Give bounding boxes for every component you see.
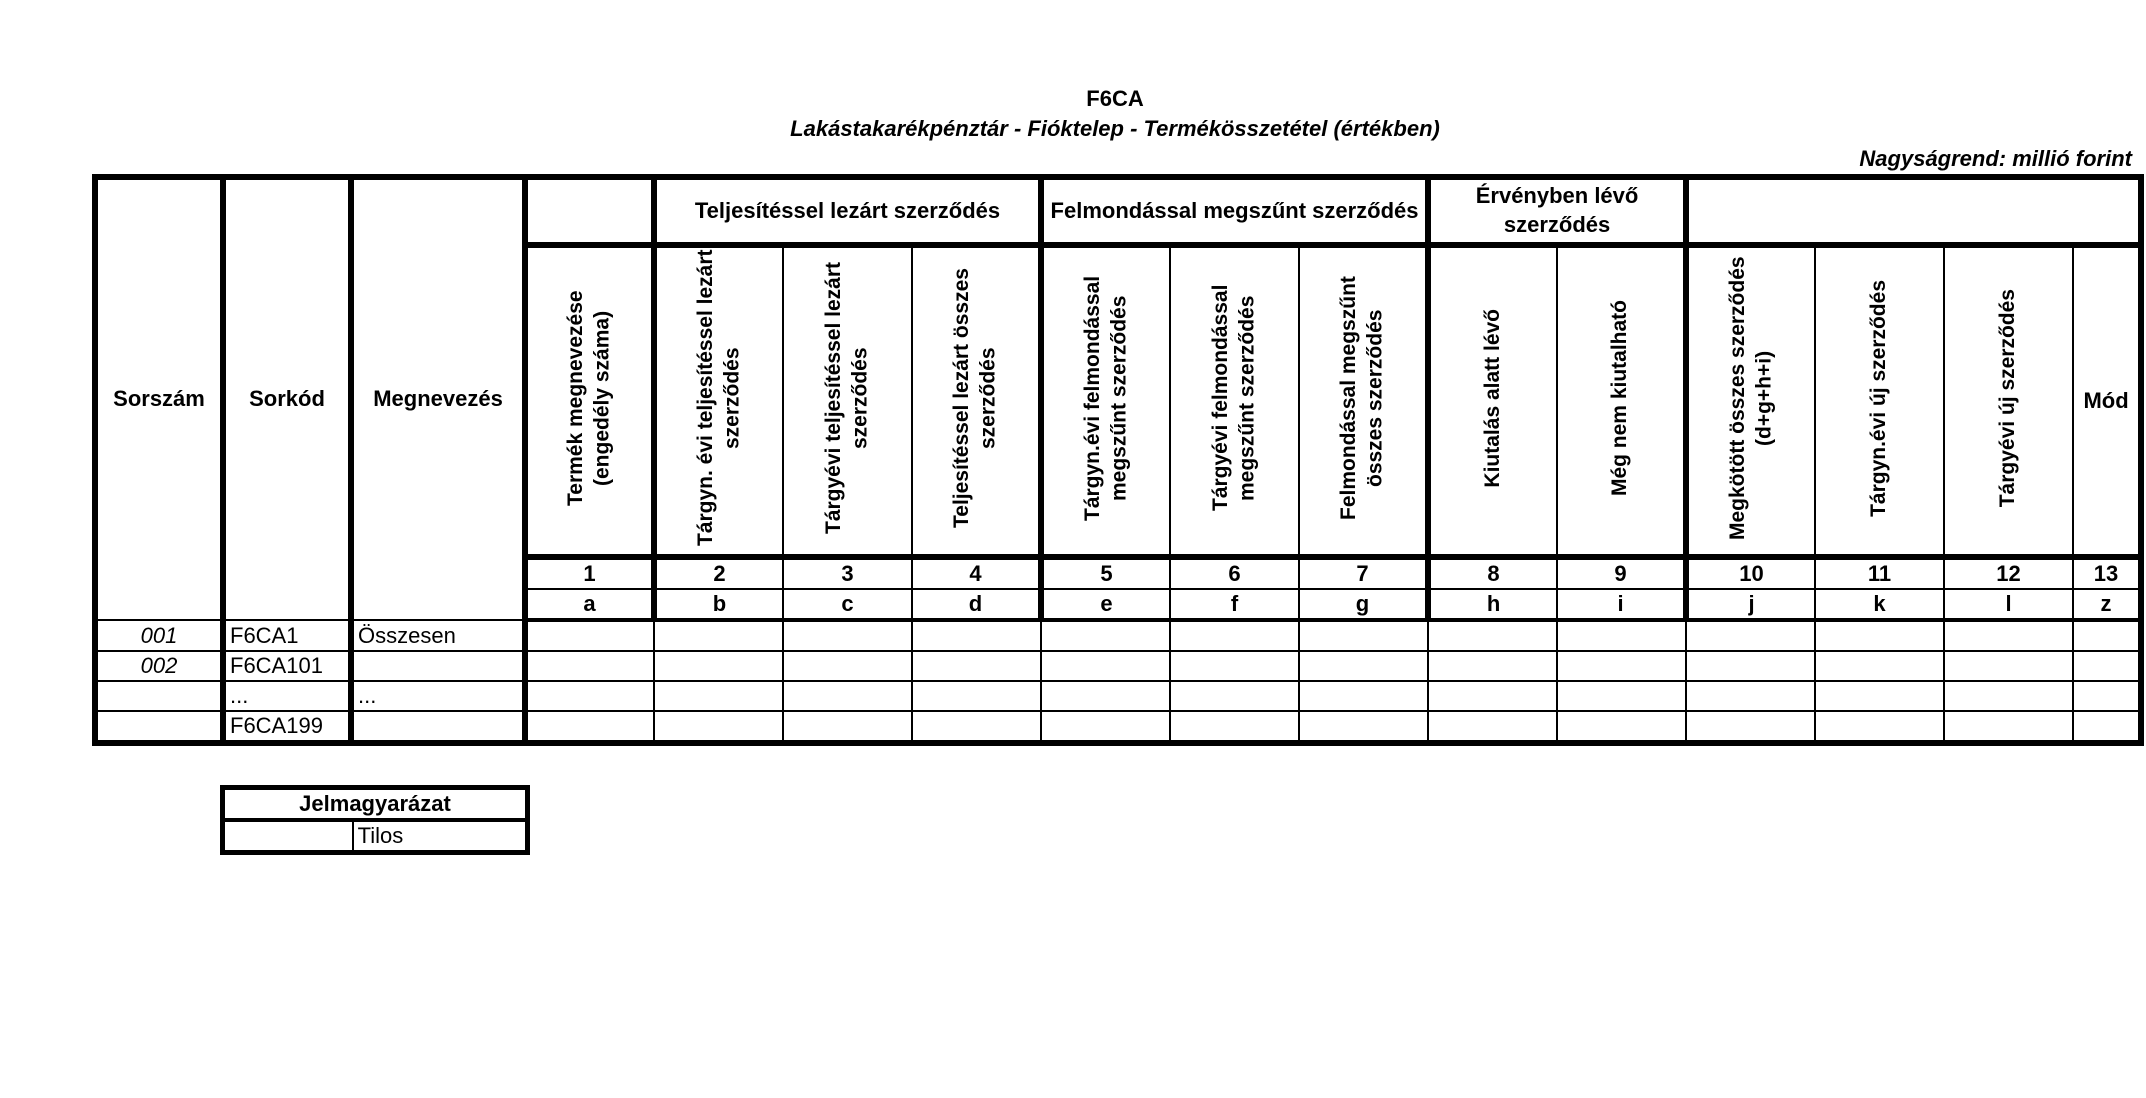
col-num-11: 11: [1815, 557, 1944, 589]
cell-f[interactable]: [1170, 711, 1299, 743]
cell-z[interactable]: [2073, 681, 2141, 711]
cell-z[interactable]: [2073, 651, 2141, 681]
cell-b[interactable]: [654, 681, 783, 711]
cell-h[interactable]: [1428, 620, 1557, 651]
cell-d[interactable]: [912, 711, 1041, 743]
group-teljesites: Teljesítéssel lezárt szerződés: [654, 177, 1041, 245]
col-num-3: 3: [783, 557, 912, 589]
cell-e[interactable]: [1041, 681, 1170, 711]
group-felmondas: Felmondással megszűnt szerződés: [1041, 177, 1428, 245]
cell-z[interactable]: [2073, 620, 2141, 651]
col-header-e: Tárgyn.évi felmondással megszűnt szerződés: [1041, 245, 1170, 557]
col-letter-z: z: [2073, 589, 2141, 620]
header-sorszam: Sorszám: [95, 177, 223, 620]
group-empty-a: [525, 177, 654, 245]
col-num-6: 6: [1170, 557, 1299, 589]
col-header-c: Tárgyévi teljesítéssel lezárt szerződés: [783, 245, 912, 557]
col-header-f: Tárgyévi felmondással megszűnt szerződés: [1170, 245, 1299, 557]
col-header-k: Tárgyn.évi új szerződés: [1815, 245, 1944, 557]
row-megnevezes: ...: [351, 681, 525, 711]
cell-d[interactable]: [912, 620, 1041, 651]
cell-i[interactable]: [1557, 681, 1686, 711]
cell-b[interactable]: [654, 651, 783, 681]
col-letter-d: d: [912, 589, 1041, 620]
table-row: [95, 711, 2141, 743]
row-sorszam: 001: [95, 620, 223, 651]
cell-f[interactable]: [1170, 651, 1299, 681]
cell-h[interactable]: [1428, 681, 1557, 711]
cell-g[interactable]: [1299, 681, 1428, 711]
cell-g[interactable]: [1299, 620, 1428, 651]
cell-b[interactable]: [654, 711, 783, 743]
col-num-8: 8: [1428, 557, 1557, 589]
cell-a[interactable]: [525, 681, 654, 711]
row-sorkod: F6CA1: [223, 620, 351, 651]
cell-i[interactable]: [1557, 651, 1686, 681]
legend-title: Jelmagyarázat: [223, 788, 528, 821]
col-letter-j: j: [1686, 589, 1815, 620]
col-num-12: 12: [1944, 557, 2073, 589]
row-sorszam: [95, 711, 223, 743]
col-header-g: Felmondással megszűnt összes szerződés: [1299, 245, 1428, 557]
table-row: [95, 620, 2141, 651]
table-row: [95, 681, 2141, 711]
cell-c[interactable]: [783, 620, 912, 651]
cell-d[interactable]: [912, 681, 1041, 711]
cell-g[interactable]: [1299, 651, 1428, 681]
col-letter-l: l: [1944, 589, 2073, 620]
cell-l[interactable]: [1944, 681, 2073, 711]
col-letter-f: f: [1170, 589, 1299, 620]
legend-swatch: [223, 820, 353, 853]
cell-j[interactable]: [1686, 620, 1815, 651]
row-sorkod: ...: [223, 681, 351, 711]
row-sorkod: F6CA101: [223, 651, 351, 681]
cell-g[interactable]: [1299, 711, 1428, 743]
report-code: F6CA: [1086, 86, 1144, 111]
cell-f[interactable]: [1170, 681, 1299, 711]
col-header-i: Még nem kiutalható: [1557, 245, 1686, 557]
col-header-a: Termék megnevezése (engedély száma): [525, 245, 654, 557]
cell-c[interactable]: [783, 651, 912, 681]
cell-e[interactable]: [1041, 620, 1170, 651]
cell-k[interactable]: [1815, 620, 1944, 651]
col-header-h: Kiutalás alatt lévő: [1428, 245, 1557, 557]
col-num-2: 2: [654, 557, 783, 589]
col-letter-h: h: [1428, 589, 1557, 620]
header-sorkod: Sorkód: [223, 177, 351, 620]
cell-j[interactable]: [1686, 711, 1815, 743]
col-letter-g: g: [1299, 589, 1428, 620]
cell-k[interactable]: [1815, 681, 1944, 711]
col-header-b: Tárgyn. évi teljesítéssel lezárt szerződés: [654, 245, 783, 557]
cell-a[interactable]: [525, 711, 654, 743]
cell-k[interactable]: [1815, 651, 1944, 681]
product-table: [92, 174, 2144, 746]
group-empty-j: [1686, 177, 2141, 245]
col-num-10: 10: [1686, 557, 1815, 589]
cell-a[interactable]: [525, 620, 654, 651]
cell-a[interactable]: [525, 651, 654, 681]
col-header-j: Megkötött összes szerződés (d+g+h+i): [1686, 245, 1815, 557]
cell-j[interactable]: [1686, 681, 1815, 711]
cell-l[interactable]: [1944, 620, 2073, 651]
col-letter-k: k: [1815, 589, 1944, 620]
cell-f[interactable]: [1170, 620, 1299, 651]
cell-j[interactable]: [1686, 651, 1815, 681]
table-row: [95, 651, 2141, 681]
row-sorkod: F6CA199: [223, 711, 351, 743]
cell-c[interactable]: [783, 711, 912, 743]
cell-k[interactable]: [1815, 711, 1944, 743]
col-header-mod: Mód: [2073, 245, 2141, 557]
cell-b[interactable]: [654, 620, 783, 651]
col-num-9: 9: [1557, 557, 1686, 589]
cell-l[interactable]: [1944, 651, 2073, 681]
col-header-l: Tárgyévi új szerződés: [1944, 245, 2073, 557]
group-ervenyben: Érvényben lévő szerződés: [1428, 177, 1686, 245]
col-letter-a: a: [525, 589, 654, 620]
legend-label: Tilos: [353, 820, 528, 853]
cell-i[interactable]: [1557, 711, 1686, 743]
report-title: Lakástakarékpénztár - Fióktelep - Termékösszetétel (értékben): [790, 116, 1440, 141]
unit-label: Nagyságrend: millió forint: [1859, 146, 2132, 171]
cell-h[interactable]: [1428, 651, 1557, 681]
row-sorszam: [95, 681, 223, 711]
cell-e[interactable]: [1041, 711, 1170, 743]
col-letter-c: c: [783, 589, 912, 620]
cell-e[interactable]: [1041, 651, 1170, 681]
cell-z[interactable]: [2073, 711, 2141, 743]
cell-h[interactable]: [1428, 711, 1557, 743]
row-megnevezes: Összesen: [351, 620, 525, 651]
col-num-5: 5: [1041, 557, 1170, 589]
cell-i[interactable]: [1557, 620, 1686, 651]
cell-d[interactable]: [912, 651, 1041, 681]
col-letter-b: b: [654, 589, 783, 620]
col-num-4: 4: [912, 557, 1041, 589]
col-header-d: Teljesítéssel lezárt összes szerződés: [912, 245, 1041, 557]
col-num-7: 7: [1299, 557, 1428, 589]
col-letter-i: i: [1557, 589, 1686, 620]
cell-c[interactable]: [783, 681, 912, 711]
col-letter-e: e: [1041, 589, 1170, 620]
row-megnevezes: [351, 651, 525, 681]
col-num-1: 1: [525, 557, 654, 589]
row-megnevezes: [351, 711, 525, 743]
row-sorszam: 002: [95, 651, 223, 681]
col-num-13: 13: [2073, 557, 2141, 589]
header-megnevezes: Megnevezés: [351, 177, 525, 620]
legend-table: [220, 785, 530, 855]
cell-l[interactable]: [1944, 711, 2073, 743]
